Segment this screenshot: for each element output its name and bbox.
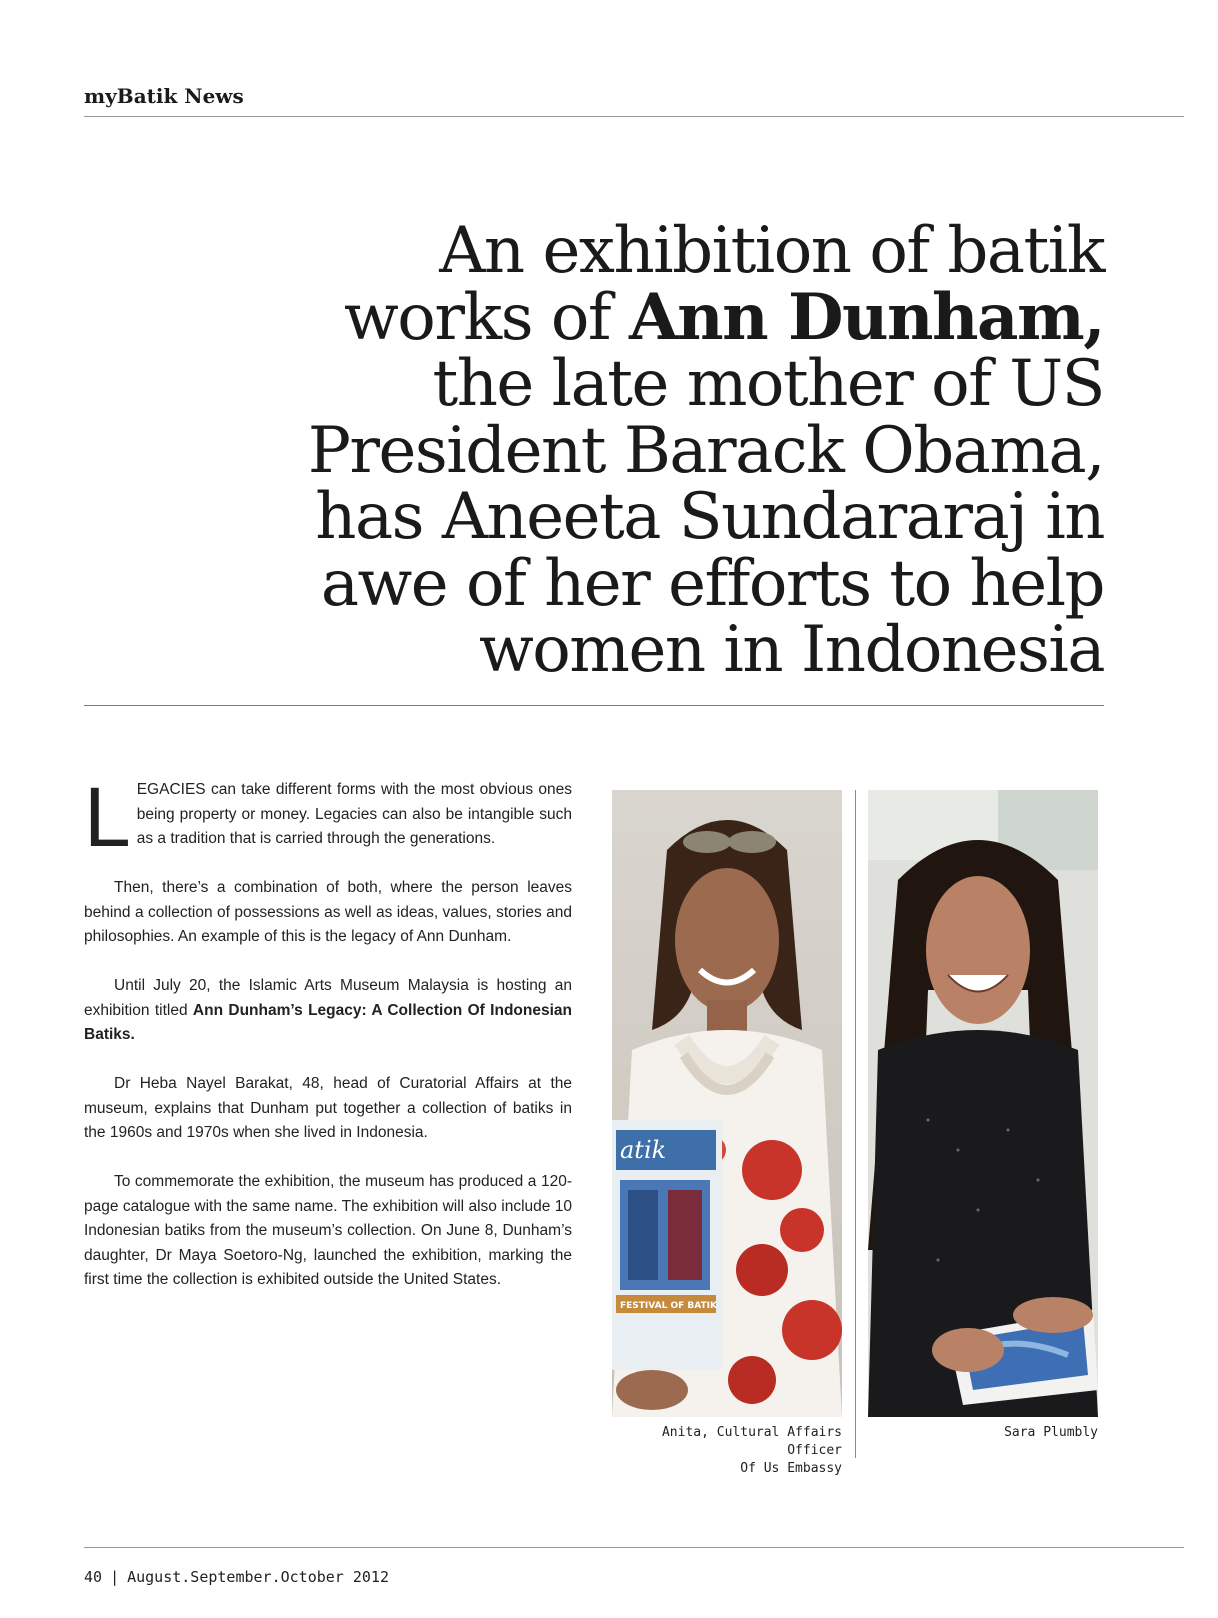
magazine-cover-text: FESTIVAL OF BATIK [620, 1301, 717, 1311]
photo-divider [855, 790, 856, 1458]
caption-anita-line-1: Anita, Cultural Affairs Officer [661, 1425, 842, 1458]
article-paragraph-2: Then, there’s a combination of both, where the person leaves behind a collection of possessions as well as ideas, values, stories and philosophies. An example of this is the legacy of Ann Dunham. [84, 879, 572, 945]
photo-sara-image [868, 790, 1098, 1417]
photo-sara [868, 790, 1098, 1417]
footer-rule [84, 1547, 1184, 1548]
headline-name: Ann Dunham, [628, 279, 1104, 355]
headline-line-2 [84, 279, 1104, 355]
headline [84, 214, 1104, 687]
headline-line-2-prefix: works of [344, 280, 629, 355]
article-paragraph-4: Dr Heba Nayel Barakat, 48, head of Curatorial Affairs at the museum, explains that Dunham put together a collection of batiks in the 1960s and 1970s when she lived in Indonesia. [84, 1075, 572, 1141]
photo-anita-image [612, 790, 842, 1417]
exhibition-title: Ann Dunham’s Legacy: A Collection Of Indonesian Batiks. [84, 1001, 572, 1043]
article-body [84, 770, 572, 1317]
page-number: 40 [84, 1568, 103, 1586]
headline-line-1: An exhibition of batik [439, 214, 1104, 288]
drop-cap: L [84, 770, 131, 864]
article-paragraph-3 [84, 974, 572, 1048]
footer-separator: | [110, 1568, 120, 1586]
headline-rule [84, 705, 1104, 706]
headline-line-3: the late mother of US [432, 347, 1104, 421]
section-header: myBatik News [84, 84, 244, 108]
headline-line-4: President Barack Obama, [307, 413, 1104, 488]
article-paragraph-1-text: EGACIES can take different forms with the most obvious ones being property or money. Legacies can also be intangible such as a tradition that is carried through the generations. [136, 781, 572, 847]
caption-sara: Sara Plumbly [1004, 1425, 1098, 1440]
headline-line-5: has Aneeta Sundararaj in [315, 480, 1104, 554]
article-paragraph-1 [84, 770, 572, 864]
headline-line-6: awe of her efforts to help [320, 546, 1104, 621]
issue-date: August.September.October 2012 [127, 1568, 389, 1586]
caption-anita-line-2: Of Us Embassy [740, 1461, 842, 1476]
article-paragraph-5: To commemorate the exhibition, the museum has produced a 120-page catalogue with the same name. The exhibition will also include 10 Indonesian batiks from the museum’s collection. On June 8, Dunham’s daughter, Dr Maya Soetoro-Ng, launched the exhibition, marking the first time the collection is exhibited outside the United States. [84, 1173, 572, 1288]
photo-anita [612, 790, 842, 1417]
caption-anita [600, 1424, 842, 1478]
article-paragraph-3-text: Until July 20, the Islamic Arts Museum Malaysia is hosting an exhibition titled [84, 977, 572, 1019]
header-rule [84, 116, 1184, 117]
headline-line-7: women in Indonesia [478, 613, 1104, 687]
footer [84, 1568, 389, 1586]
magazine-masthead: atik [620, 1136, 667, 1164]
